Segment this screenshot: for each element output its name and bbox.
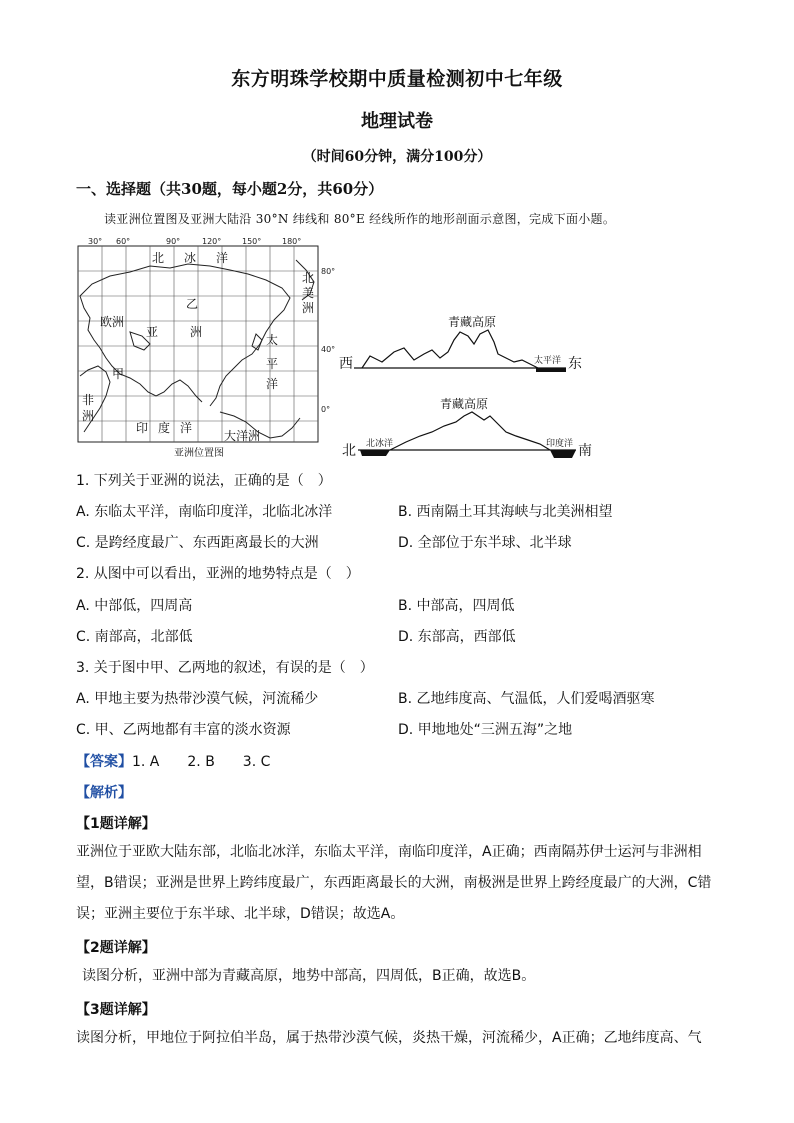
question-2-option-b[interactable]: B. 中部高，四周低 xyxy=(398,598,515,614)
profile-title: 青藏高原 xyxy=(448,315,497,329)
map-label: 洋 xyxy=(266,377,279,391)
question-2-option-a[interactable]: A. 中部低，四周高 xyxy=(76,598,193,614)
question-2-option-c[interactable]: C. 南部高，北部低 xyxy=(76,629,193,645)
map-label: 印 xyxy=(136,421,149,435)
question-1-stem: 1. 下列关于亚洲的说法，正确的是（ ） xyxy=(76,473,332,489)
question-1-option-a[interactable]: A. 东临太平洋，南临印度洋，北临北冰洋 xyxy=(76,504,333,520)
map-label: 欧洲 xyxy=(100,315,125,329)
lat-tick: 0° xyxy=(321,405,331,414)
map-label: 美 xyxy=(302,286,315,300)
school-title: 东方明珠学校期中质量检测初中七年级 xyxy=(231,68,563,90)
map-label: 亚 xyxy=(146,325,159,339)
profile-south-label: 南 xyxy=(578,443,592,459)
subject-title: 地理试卷 xyxy=(361,111,433,132)
question-3-option-a[interactable]: A. 甲地主要为热带沙漠气候，河流稀少 xyxy=(76,691,319,707)
map-label: 度 xyxy=(158,421,171,435)
map-label: 洲 xyxy=(82,409,95,423)
answer-label: 【答案】 xyxy=(76,754,132,770)
analysis-label: 【解析】 xyxy=(76,785,132,801)
lat-tick: 80° xyxy=(321,267,336,276)
map-label: 洋 xyxy=(180,421,193,435)
profile-ocean-label: 太平洋 xyxy=(534,356,562,366)
lat-tick: 40° xyxy=(321,345,336,354)
profile-ocean-south: 印度洋 xyxy=(546,439,574,449)
map-label: 平 xyxy=(266,357,279,371)
answer-line xyxy=(76,751,270,771)
question-3-option-b[interactable]: B. 乙地纬度高、气温低，人们爱喝酒驱寒 xyxy=(398,691,655,707)
map-label: 洲 xyxy=(190,325,203,339)
map-label: 洲 xyxy=(302,301,315,315)
profile-title: 青藏高原 xyxy=(440,397,489,411)
answer-text: 1. A 2. B 3. C xyxy=(132,754,271,770)
question-2-stem: 2. 从图中可以看出，亚洲的地势特点是（ ） xyxy=(76,566,360,582)
lon-tick: 180° xyxy=(282,237,302,246)
detail-3-text: 读图分析，甲地位于阿拉伯半岛，属于热带沙漠气候，炎热干燥，河流稀少，A正确；乙地纬度高、气 xyxy=(76,1030,702,1046)
map-label: 大洋洲 xyxy=(224,429,261,443)
detail-3-label: 【3题详解】 xyxy=(76,1002,156,1018)
profile-north-south xyxy=(342,396,592,459)
profile-ocean-north: 北冰洋 xyxy=(366,439,394,449)
lon-tick: 120° xyxy=(202,237,222,246)
map-label: 冰 xyxy=(184,251,197,265)
question-2-option-d[interactable]: D. 东部高，西部低 xyxy=(398,629,516,645)
map-label: 太 xyxy=(266,333,279,347)
profile-east-label: 东 xyxy=(568,356,582,372)
lon-tick: 150° xyxy=(242,237,262,246)
map-caption: 亚洲位置图 xyxy=(174,448,224,459)
question-3-option-c[interactable]: C. 甲、乙两地都有丰富的淡水资源 xyxy=(76,722,291,738)
detail-1-label: 【1题详解】 xyxy=(76,816,156,832)
map-label: 非 xyxy=(82,393,95,407)
detail-1-text: 亚洲位于亚欧大陆东部，北临北冰洋，东临太平洋，南临印度洋，A正确；西南隔苏伊士运河与非洲相望，B错误；亚洲是世界上跨纬度最广，东西距离最长的大洲，南极洲是世界上跨经度最广的大洲，C错误；亚洲主要位于东半球、北半球，D错误；故选A。 xyxy=(76,844,712,922)
detail-2-text: 读图分析，亚洲中部为青藏高原，地势中部高，四周低，B正确，故选B。 xyxy=(82,968,536,984)
question-3-option-d[interactable]: D. 甲地地处“三洲五海”之地 xyxy=(398,722,573,738)
question-1-option-c[interactable]: C. 是跨经度最广、东西距离最长的大洲 xyxy=(76,535,319,551)
map-label: 北 xyxy=(152,251,165,265)
question-1-option-b[interactable]: B. 西南隔土耳其海峡与北美洲相望 xyxy=(398,504,613,520)
profile-west-east xyxy=(339,314,582,372)
section-intro: 读亚洲位置图及亚洲大陆沿 30°N 纬线和 80°E 经线所作的地形剖面示意图，完成下面小题。 xyxy=(104,212,616,226)
map-label: 北 xyxy=(302,271,315,285)
asia-figure xyxy=(70,236,610,464)
lon-tick: 60° xyxy=(116,237,131,246)
lon-tick: 30° xyxy=(88,237,103,246)
lon-tick: 90° xyxy=(166,237,181,246)
profile-north-label: 北 xyxy=(342,443,356,459)
question-3-stem: 3. 关于图中甲、乙两地的叙述，有误的是（ ） xyxy=(76,660,374,676)
time-note: （时间60分钟，满分100分） xyxy=(302,149,492,165)
detail-2-label: 【2题详解】 xyxy=(76,940,156,956)
asia-position-map xyxy=(78,237,335,459)
section-heading: 一、选择题（共30题，每小题2分，共60分） xyxy=(76,180,384,198)
profile-west-label: 西 xyxy=(339,356,353,372)
map-label: 甲 xyxy=(112,367,125,381)
map-label: 乙 xyxy=(186,297,199,311)
question-1-option-d[interactable]: D. 全部位于东半球、北半球 xyxy=(398,535,572,551)
map-label: 洋 xyxy=(216,251,229,265)
